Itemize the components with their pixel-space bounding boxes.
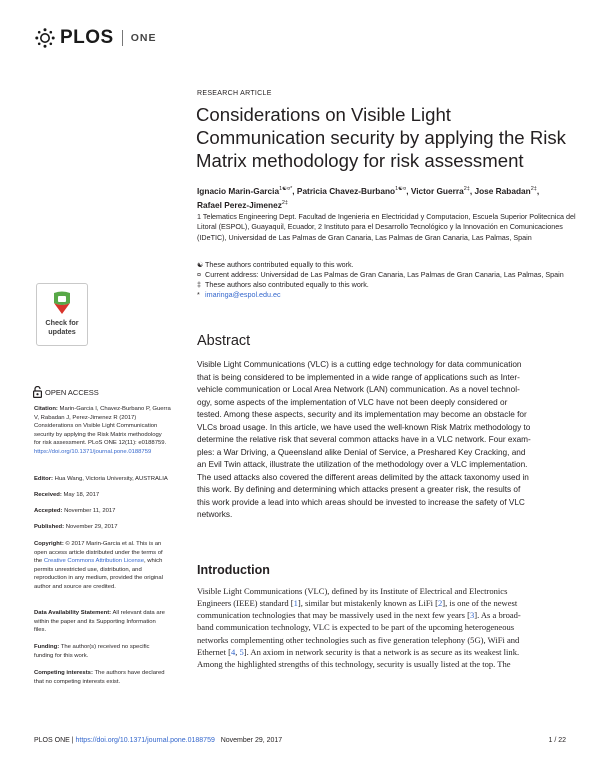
logo-text: PLOS: [60, 27, 114, 48]
author-marks: 1☯¤*: [279, 186, 293, 192]
introduction-text: ]. As a broad-: [474, 610, 521, 621]
copyright-text: permits unrestricted use, distribution, and: [34, 566, 142, 573]
abstract-line: ples: a War Driving, a Queensland alike Denial of Service, a Preshared Key Cracking, and: [197, 447, 526, 457]
author-marks: 1☯¤: [395, 186, 407, 192]
footer-journal: PLOS ONE: [34, 737, 70, 744]
funding-block: [34, 643, 186, 660]
competing-interests-block: [34, 669, 186, 686]
note-symbol: ¤: [197, 270, 201, 279]
accepted-label: Accepted:: [34, 508, 63, 514]
abstract-line: this work provide a lead into which areas should be invested to increase the safety of VLC: [197, 497, 525, 507]
introduction-line: [197, 634, 577, 646]
citation-line: V, Rabadan J, Perez-Jimenez R (2017): [34, 414, 137, 421]
citation-reference-link[interactable]: 4: [230, 646, 236, 657]
note-text: Current address: Universidad de Las Palmas de Gran Canaria, Las Palmas de Gran Canaria, Las Palmas, Spain: [205, 270, 564, 279]
introduction-text: ], is one of the newest: [442, 598, 518, 609]
plos-one-logo[interactable]: [34, 26, 157, 50]
abstract-line: vehicle communication or Local Area Network (LAN) communication. As a novel technol-: [197, 385, 520, 394]
citation-reference-link[interactable]: 5: [239, 646, 244, 657]
author-name[interactable]: Ignacio Marin-Garcia: [197, 185, 280, 196]
copyright-block: [34, 540, 186, 592]
title-line: Considerations on Visible Light: [196, 104, 451, 125]
author-name[interactable]: Rafael Perez-Jimenez: [197, 199, 282, 210]
crossmark-icon: [50, 290, 74, 316]
citation-line: security by applying the Risk Matrix methodology: [34, 431, 162, 438]
footer-date: November 29, 2017: [220, 737, 283, 744]
introduction-line: [197, 621, 577, 633]
editor-value: Hua Wang, Victoria University, AUSTRALIA: [54, 476, 168, 482]
abstract-line: this work. By defining and determining which attacks present a greater risk, the results of: [197, 485, 521, 494]
author-name[interactable]: Patricia Chavez-Burbano: [296, 185, 396, 196]
title-line: Communication security by applying the Risk: [196, 127, 566, 148]
accepted-line: [34, 507, 186, 516]
introduction-text: ]. An axiom in network security is that a network is as secure as its weakest link.: [243, 646, 520, 657]
received-label: Received:: [34, 492, 62, 498]
author-marks: 2‡: [530, 186, 537, 192]
introduction-text: ,: [235, 646, 240, 657]
note-symbol: *: [197, 290, 200, 299]
introduction-text: networks complementing other technologies such as five generation telephony (5G), WiFi and: [197, 634, 520, 645]
abstract-line: an Evil Twin attack, illustrate the utilization of the methodology over a VLC implementation.: [197, 460, 528, 469]
citation-line: Considerations on Visible Light Communication: [34, 423, 158, 430]
published-line: [34, 523, 186, 532]
abstract-line: tested. Among these aspects, security and its implementation may become an obstacle for: [197, 410, 527, 419]
check-for-updates-badge[interactable]: [36, 283, 88, 346]
funding-text: The author(s) received no specific: [60, 644, 150, 650]
page-number: 1 / 22: [548, 737, 566, 744]
citation-reference-link[interactable]: 3: [469, 610, 475, 621]
citation-line: for risk assessment. PLoS ONE 12(11): e0188759.: [34, 440, 167, 447]
plos-mark-icon: [34, 27, 56, 49]
affiliations: 1 Telematics Engineering Dept. Facultad de Ingenieria en Electricidad y Computacion, Escuela Superior Politecnica del Litoral (ESPOL), Guayaquil, Ecuador, 2 Instituto para el Desarrollo Tecnológico y la Innovación en Comunicaciones (IDeTIC), Universidad de Las Palmas de Gran Canaria, Las Palmas de Gran Canaria, Las Palmas, Spain: [197, 212, 576, 242]
title-line: Matrix methodology for risk assessment: [196, 150, 524, 171]
accepted-value: November 11, 2017: [64, 508, 116, 514]
check-label-line: updates: [48, 326, 76, 336]
abstract-line: determine the relative risk that several common attacks have in a VLC network. Four exam-: [197, 435, 531, 444]
abstract-line: that is being considered to be implemented in a wide range of applications such as Inter-: [197, 372, 520, 382]
author-name[interactable]: Jose Rabadan: [474, 185, 531, 196]
open-access-indicator: [33, 386, 99, 398]
footer-doi-link[interactable]: https://doi.org/10.1371/journal.pone.0188759: [75, 737, 215, 744]
copyright-text: the: [34, 558, 44, 565]
introduction-text: ], similar but mistakenly known as LiFi [: [297, 598, 438, 609]
introduction-text: Visible Light Communications (VLC), defined by its Institute of Electrical and Electronics: [197, 586, 508, 596]
corresponding-email-link[interactable]: imaringa@espol.edu.ec: [205, 290, 281, 299]
author-separator: ,: [469, 185, 475, 196]
abstract-line: The used attacks also covered the different areas delimited by the attack taxonomy used in: [197, 472, 529, 482]
copyright-text: © 2017 Marin-Garcia et al. This is an: [65, 541, 162, 547]
journal-name: ONE: [130, 32, 157, 44]
abstract-body: [197, 359, 574, 522]
citation-line: Marin-Garcia I, Chavez-Burbano P, Guerra: [59, 406, 171, 412]
open-lock-icon: [33, 386, 42, 398]
introduction-line: [197, 585, 577, 597]
citation-doi-link[interactable]: https://doi.org/10.1371/journal.pone.0188759: [34, 448, 152, 455]
check-for-updates-label: [37, 319, 87, 336]
data-availability-text: within the paper and its Supporting Information: [34, 618, 156, 625]
received-value: May 18, 2017: [63, 492, 100, 498]
citation-reference-link[interactable]: 1: [293, 598, 298, 609]
data-availability-block: [34, 609, 186, 635]
note-text: These authors also contributed equally to this work.: [205, 280, 369, 289]
note-symbol: ‡: [197, 280, 201, 289]
citation-reference-link[interactable]: 2: [437, 598, 443, 609]
copyright-text: reproduction in any medium, provided the original: [34, 575, 164, 582]
introduction-text: Engineers (IEEE) standard [: [197, 598, 294, 609]
abstract-line: Visible Light Communications (VLC) is a cutting edge technology for data communication: [197, 360, 522, 369]
article-title: [196, 103, 566, 172]
data-availability-label: Data Availability Statement:: [34, 610, 112, 616]
competing-interests-text: that no competing interests exist.: [34, 678, 121, 685]
open-access-label: OPEN ACCESS: [45, 387, 99, 397]
author-separator: ,: [536, 185, 540, 196]
author-marks: 2‡: [281, 199, 288, 206]
introduction-body: [197, 585, 577, 670]
editor-line: [34, 475, 186, 484]
abstract-line: networks.: [197, 510, 233, 519]
introduction-text: communication technologies that may be massively used in the next few years [: [197, 610, 470, 621]
author-list: [197, 183, 577, 211]
abstract-line: ogy, some aspects of the implementation of VLC have not been deeply considered or: [197, 397, 508, 407]
author-name[interactable]: Victor Guerra: [410, 185, 464, 196]
introduction-heading: Introduction: [197, 563, 270, 577]
published-value: November 29, 2017: [65, 524, 118, 530]
introduction-text: band communication technology, VLC is expected to be part of the upcoming heterogeneous: [197, 622, 515, 633]
copyright-text: , which: [144, 558, 163, 565]
introduction-text: Ethernet [: [197, 646, 231, 657]
footer-separator: |: [69, 737, 76, 744]
competing-interests-text: The authors have declared: [94, 670, 165, 676]
author-separator: ,: [406, 185, 411, 196]
introduction-line: [197, 609, 577, 621]
note-row: [197, 260, 577, 270]
received-line: [34, 491, 186, 500]
copyright-text: author and source are credited.: [34, 583, 116, 590]
data-availability-text: files.: [34, 627, 47, 634]
abstract-heading: Abstract: [197, 333, 251, 349]
note-row: [197, 290, 577, 300]
note-row: [197, 270, 577, 280]
check-label-line: Check for: [45, 318, 79, 327]
introduction-text: Among the highlighted strengths of this technology, security is usually listed at the top. The: [197, 658, 511, 669]
funding-text: funding for this work.: [34, 652, 89, 659]
citation-block: [34, 405, 186, 457]
editor-label: Editor:: [34, 476, 53, 482]
article-type: RESEARCH ARTICLE: [197, 90, 272, 97]
author-notes: [197, 260, 577, 300]
introduction-line: [197, 658, 577, 670]
introduction-line: [197, 646, 577, 658]
copyright-text: open access article distributed under the terms of: [34, 549, 163, 556]
note-symbol: ☯: [197, 260, 204, 269]
citation-label: Citation:: [34, 406, 58, 412]
data-availability-text: All relevant data are: [112, 610, 165, 616]
published-label: Published:: [34, 524, 65, 530]
note-text: These authors contributed equally to this work.: [205, 260, 354, 269]
logo-divider: [122, 30, 123, 46]
page-footer: [34, 737, 282, 744]
competing-interests-label: Competing interests:: [34, 670, 93, 676]
abstract-line: VLCs broad usage. In this article, we have used the well-known Risk Matrix methodology to: [197, 422, 531, 432]
copyright-label: Copyright:: [34, 541, 64, 547]
author-separator: ,: [292, 185, 297, 196]
author-marks: 2‡: [463, 186, 470, 192]
note-row: [197, 280, 577, 290]
introduction-line: [197, 597, 577, 609]
license-link[interactable]: Creative Commons Attribution License: [43, 558, 145, 565]
funding-label: Funding:: [34, 644, 60, 650]
